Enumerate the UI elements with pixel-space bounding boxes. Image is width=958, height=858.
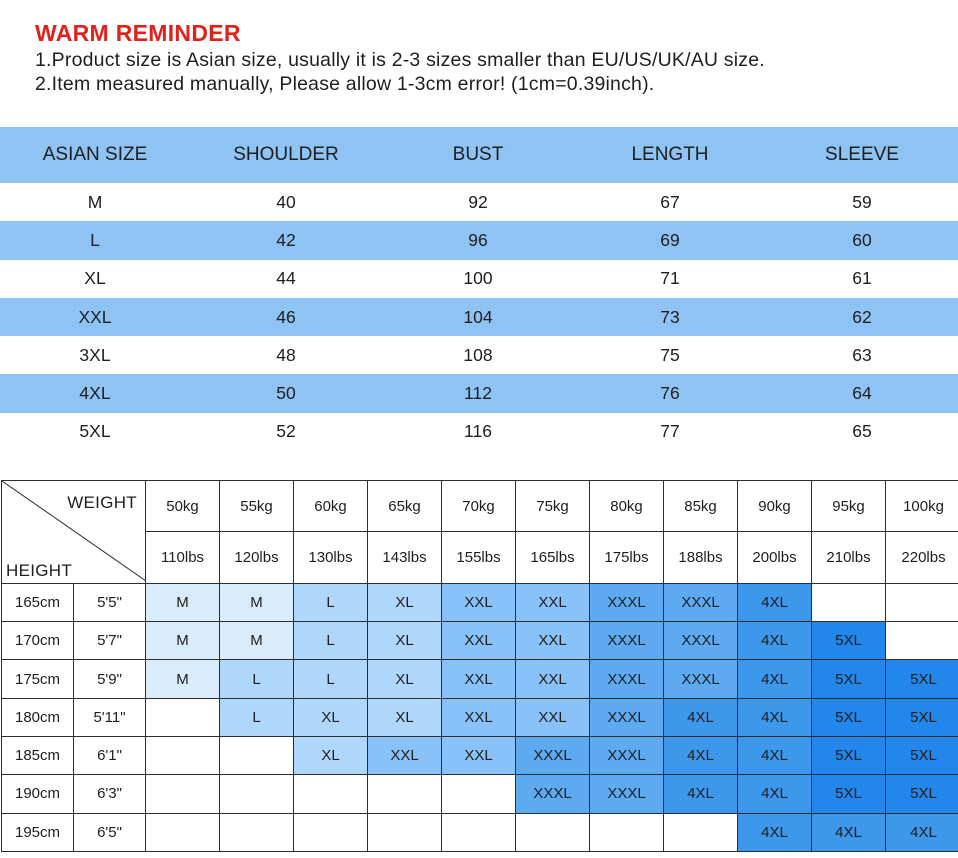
size-table-row xyxy=(0,336,958,374)
size-recommendation-cell: XXL xyxy=(368,737,442,775)
size-recommendation-cell: 4XL xyxy=(664,775,738,813)
height-row xyxy=(2,737,958,775)
size-recommendation-cell: L xyxy=(220,660,294,698)
size-table-cell: XXL xyxy=(0,298,190,336)
size-recommendation-cell: M xyxy=(146,660,220,698)
weight-lbs-cell: 110lbs xyxy=(146,532,220,583)
size-recommendation-cell: L xyxy=(294,622,368,660)
size-table-cell: 100 xyxy=(463,268,493,289)
size-recommendation-cell: 4XL xyxy=(738,775,812,813)
weight-lbs-cell: 210lbs xyxy=(812,532,886,583)
weight-lbs-cell: 155lbs xyxy=(442,532,516,583)
weight-height-grid xyxy=(1,480,958,852)
size-recommendation-cell xyxy=(368,775,442,813)
height-row xyxy=(2,660,958,698)
size-table-cell: 48 xyxy=(276,344,296,365)
weight-kg-cell: 95kg xyxy=(812,481,886,532)
weight-lbs-cell: 130lbs xyxy=(294,532,368,583)
size-table-row xyxy=(0,413,958,451)
size-table xyxy=(0,127,958,451)
height-ft-cell: 6'3" xyxy=(74,775,146,813)
size-table-cell: 3XL xyxy=(79,344,111,365)
weight-kg-cell: 55kg xyxy=(220,481,294,532)
size-table-header-cell: LENGTH xyxy=(574,127,766,183)
height-cm-cell: 165cm xyxy=(2,583,74,621)
size-recommendation-cell: 4XL xyxy=(812,813,886,851)
size-table-row xyxy=(0,374,958,412)
weight-kg-cell: 70kg xyxy=(442,481,516,532)
size-recommendation-cell xyxy=(442,813,516,851)
size-table-cell: L xyxy=(0,221,190,259)
size-recommendation-cell: XXXL xyxy=(590,698,664,736)
size-recommendation-cell: XXL xyxy=(442,583,516,621)
size-recommendation-cell: 5XL xyxy=(812,775,886,813)
size-recommendation-cell: M xyxy=(220,583,294,621)
size-recommendation-cell xyxy=(294,775,368,813)
size-table-header-cell: SHOULDER xyxy=(190,127,382,183)
size-recommendation-cell: 4XL xyxy=(886,813,958,851)
size-recommendation-cell xyxy=(886,583,958,621)
size-table-header-cell: SLEEVE xyxy=(766,127,958,183)
size-table-cell: 75 xyxy=(660,344,680,365)
size-recommendation-cell: 4XL xyxy=(738,737,812,775)
size-recommendation-cell xyxy=(220,737,294,775)
size-table-cell: 42 xyxy=(190,221,382,259)
height-cm-cell: 170cm xyxy=(2,622,74,660)
size-recommendation-cell: XXXL xyxy=(590,775,664,813)
size-recommendation-cell: XXXL xyxy=(664,583,738,621)
size-table-header-cell: ASIAN SIZE xyxy=(0,127,190,183)
size-recommendation-cell: 5XL xyxy=(812,698,886,736)
size-recommendation-cell: 5XL xyxy=(812,660,886,698)
height-cm-cell: 185cm xyxy=(2,737,74,775)
weight-kg-cell: 65kg xyxy=(368,481,442,532)
size-recommendation-cell: 5XL xyxy=(886,698,958,736)
weight-lbs-cell: 188lbs xyxy=(664,532,738,583)
size-recommendation-cell: 5XL xyxy=(812,737,886,775)
height-label: HEIGHT xyxy=(6,560,73,580)
height-row xyxy=(2,583,958,621)
height-row xyxy=(2,813,958,851)
size-recommendation-cell: XXL xyxy=(442,660,516,698)
size-table-cell: 46 xyxy=(190,298,382,336)
size-recommendation-cell: XL xyxy=(294,698,368,736)
size-recommendation-cell xyxy=(146,737,220,775)
weight-lbs-cell: 200lbs xyxy=(738,532,812,583)
size-recommendation-cell: XXL xyxy=(442,622,516,660)
size-recommendation-cell: 4XL xyxy=(738,698,812,736)
weight-lbs-cell: 120lbs xyxy=(220,532,294,583)
weight-label: WEIGHT xyxy=(67,493,137,512)
size-recommendation-cell xyxy=(886,622,958,660)
size-recommendation-cell: XXXL xyxy=(590,622,664,660)
size-table-cell: M xyxy=(87,191,103,212)
size-table-cell: 52 xyxy=(276,421,296,442)
reminder-line-2: 2.Item measured manually, Please allow 1-3cm error! (1cm=0.39inch). xyxy=(35,73,655,95)
size-table-cell: 69 xyxy=(574,221,766,259)
size-table-cell: 40 xyxy=(276,191,296,212)
height-cm-cell: 180cm xyxy=(2,698,74,736)
size-table-cell: 73 xyxy=(574,298,766,336)
size-recommendation-cell: M xyxy=(146,583,220,621)
size-recommendation-cell xyxy=(146,775,220,813)
size-recommendation-cell: 4XL xyxy=(738,660,812,698)
reminder-line-1: 1.Product size is Asian size, usually it is 2-3 sizes smaller than EU/US/UK/AU size. xyxy=(35,49,765,71)
size-recommendation-cell: 4XL xyxy=(738,622,812,660)
size-recommendation-cell: 4XL xyxy=(664,698,738,736)
size-recommendation-cell xyxy=(220,813,294,851)
size-recommendation-cell: XXXL xyxy=(516,775,590,813)
size-table-cell: 92 xyxy=(468,191,488,212)
height-ft-cell: 5'5" xyxy=(74,583,146,621)
size-table-cell: XL xyxy=(84,268,106,289)
size-recommendation-cell: XXL xyxy=(516,622,590,660)
size-table-cell: 67 xyxy=(660,191,680,212)
size-table-cell: 112 xyxy=(382,374,574,412)
size-table-cell: 60 xyxy=(766,221,958,259)
height-cm-cell: 190cm xyxy=(2,775,74,813)
size-recommendation-cell: 5XL xyxy=(886,660,958,698)
weight-lbs-cell: 143lbs xyxy=(368,532,442,583)
size-recommendation-cell: XXL xyxy=(442,698,516,736)
size-recommendation-cell: XXL xyxy=(516,698,590,736)
size-recommendation-cell: XXXL xyxy=(590,660,664,698)
height-cm-cell: 195cm xyxy=(2,813,74,851)
size-recommendation-cell: XXL xyxy=(516,660,590,698)
size-table-cell: 65 xyxy=(852,421,872,442)
grid-corner xyxy=(2,481,146,584)
size-recommendation-cell xyxy=(368,813,442,851)
size-recommendation-cell: 5XL xyxy=(812,622,886,660)
size-recommendation-cell xyxy=(220,775,294,813)
size-recommendation-cell xyxy=(812,583,886,621)
size-recommendation-cell: XXXL xyxy=(664,622,738,660)
size-recommendation-cell: XXXL xyxy=(516,737,590,775)
size-table-cell: 63 xyxy=(852,344,872,365)
size-table-cell: 64 xyxy=(766,374,958,412)
weight-kg-row xyxy=(2,481,958,532)
weight-lbs-cell: 220lbs xyxy=(886,532,958,583)
weight-kg-cell: 85kg xyxy=(664,481,738,532)
size-table-header-cell: BUST xyxy=(382,127,574,183)
height-row xyxy=(2,775,958,813)
height-ft-cell: 5'9" xyxy=(74,660,146,698)
size-recommendation-cell: M xyxy=(146,622,220,660)
size-table-cell: 77 xyxy=(660,421,680,442)
weight-kg-cell: 100kg xyxy=(886,481,958,532)
weight-lbs-cell: 175lbs xyxy=(590,532,664,583)
height-ft-cell: 6'5" xyxy=(74,813,146,851)
size-recommendation-cell: L xyxy=(294,583,368,621)
size-recommendation-cell: XL xyxy=(368,583,442,621)
size-table-cell: 76 xyxy=(574,374,766,412)
size-table-row xyxy=(0,298,958,336)
height-ft-cell: 5'11" xyxy=(74,698,146,736)
height-ft-cell: 5'7" xyxy=(74,622,146,660)
size-recommendation-cell: XXXL xyxy=(590,737,664,775)
size-table-header xyxy=(0,127,958,183)
size-recommendation-cell xyxy=(590,813,664,851)
size-table-row xyxy=(0,260,958,298)
size-recommendation-cell xyxy=(146,698,220,736)
size-table-cell: 5XL xyxy=(79,421,111,442)
size-recommendation-cell xyxy=(146,813,220,851)
size-recommendation-cell: L xyxy=(220,698,294,736)
weight-kg-cell: 75kg xyxy=(516,481,590,532)
size-table-cell: 4XL xyxy=(0,374,190,412)
size-table-cell: 108 xyxy=(463,344,493,365)
size-recommendation-cell: XXXL xyxy=(664,660,738,698)
size-recommendation-cell: 4XL xyxy=(738,583,812,621)
height-row xyxy=(2,622,958,660)
size-recommendation-cell xyxy=(664,813,738,851)
warm-reminder xyxy=(35,18,945,96)
size-table-cell: 61 xyxy=(852,268,872,289)
size-recommendation-cell: 4XL xyxy=(664,737,738,775)
size-recommendation-cell: 5XL xyxy=(886,775,958,813)
size-table-cell: 104 xyxy=(382,298,574,336)
height-cm-cell: 175cm xyxy=(2,660,74,698)
size-recommendation-cell: XXL xyxy=(516,583,590,621)
size-recommendation-cell: XL xyxy=(368,660,442,698)
weight-lbs-cell: 165lbs xyxy=(516,532,590,583)
size-table-cell: 71 xyxy=(660,268,680,289)
size-table-cell: 116 xyxy=(464,421,492,442)
size-table-cell: 59 xyxy=(852,191,872,212)
size-recommendation-cell: 4XL xyxy=(738,813,812,851)
size-table-row xyxy=(0,221,958,259)
size-recommendation-cell: XL xyxy=(368,698,442,736)
size-recommendation-cell xyxy=(516,813,590,851)
size-table-cell: 44 xyxy=(276,268,296,289)
size-recommendation-cell: XXL xyxy=(442,737,516,775)
size-recommendation-cell: XL xyxy=(368,622,442,660)
size-recommendation-cell xyxy=(442,775,516,813)
size-table-cell: 62 xyxy=(766,298,958,336)
size-table-cell: 50 xyxy=(190,374,382,412)
size-table-row xyxy=(0,183,958,221)
weight-kg-cell: 80kg xyxy=(590,481,664,532)
size-recommendation-cell: L xyxy=(294,660,368,698)
size-recommendation-cell: 5XL xyxy=(886,737,958,775)
reminder-title: WARM REMINDER xyxy=(35,20,241,46)
size-recommendation-cell xyxy=(294,813,368,851)
size-recommendation-cell: XL xyxy=(294,737,368,775)
weight-kg-cell: 50kg xyxy=(146,481,220,532)
size-recommendation-cell: XXXL xyxy=(590,583,664,621)
height-row xyxy=(2,698,958,736)
height-ft-cell: 6'1" xyxy=(74,737,146,775)
weight-kg-cell: 60kg xyxy=(294,481,368,532)
size-table-cell: 96 xyxy=(382,221,574,259)
size-recommendation-cell: M xyxy=(220,622,294,660)
weight-kg-cell: 90kg xyxy=(738,481,812,532)
